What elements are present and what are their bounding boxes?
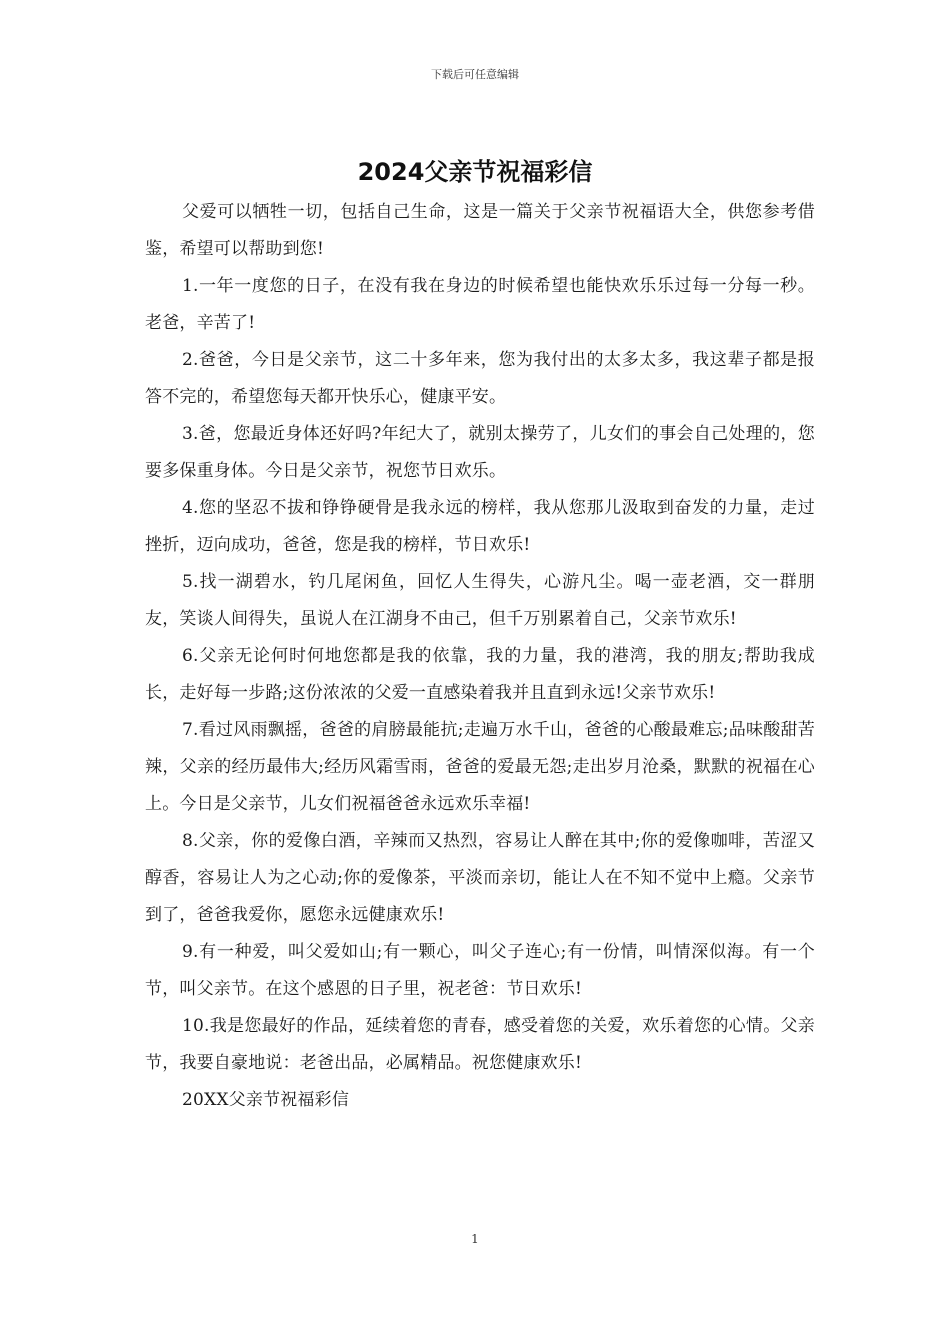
wish-item-5: 5.找一湖碧水，钓几尾闲鱼，回忆人生得失，心游凡尘。喝一壶老酒，交一群朋友，笑谈人间得失，虽说人在江湖身不由己，但千万别累着自己，父亲节欢乐!	[145, 572, 815, 629]
page-number: 1	[471, 1232, 479, 1246]
closing-line: 20XX父亲节祝福彩信	[182, 1090, 350, 1110]
intro-paragraph: 父爱可以牺牲一切，包括自己生命，这是一篇关于父亲节祝福语大全，供您参考借鉴，希望可以帮助到您!	[145, 202, 815, 259]
wish-item-9: 9.有一种爱，叫父爱如山;有一颗心，叫父子连心;有一份情，叫情深似海。有一个节，叫父亲节。在这个感恩的日子里，祝老爸：节日欢乐!	[145, 942, 815, 999]
page-header-note: 下载后可任意编辑	[431, 68, 519, 81]
wish-item-1: 1.一年一度您的日子，在没有我在身边的时候希望也能快欢乐乐过每一分每一秒。老爸，辛苦了!	[145, 276, 815, 333]
wish-item-3: 3.爸，您最近身体还好吗?年纪大了，就别太操劳了，儿女们的事会自己处理的，您要多保重身体。今日是父亲节，祝您节日欢乐。	[145, 424, 815, 481]
document-body	[145, 194, 815, 1119]
wish-item-6: 6.父亲无论何时何地您都是我的依靠，我的力量，我的港湾，我的朋友;帮助我成长，走好每一步路;这份浓浓的父爱一直感染着我并且直到永远!父亲节欢乐!	[145, 646, 815, 703]
wish-item-2: 2.爸爸，今日是父亲节，这二十多年来，您为我付出的太多太多，我这辈子都是报答不完的，希望您每天都开快乐心，健康平安。	[145, 350, 815, 407]
wish-item-10: 10.我是您最好的作品，延续着您的青春，感受着您的关爱，欢乐着您的心情。父亲节，我要自豪地说：老爸出品，必属精品。祝您健康欢乐!	[145, 1016, 815, 1073]
wish-item-7: 7.看过风雨飘摇，爸爸的肩膀最能抗;走遍万水千山，爸爸的心酸最难忘;品味酸甜苦辣，父亲的经历最伟大;经历风霜雪雨，爸爸的爱最无怨;走出岁月沧桑，默默的祝福在心上。今日是父亲节，儿女们祝福爸爸永远欢乐幸福!	[145, 720, 815, 814]
wish-item-4: 4.您的坚忍不拔和铮铮硬骨是我永远的榜样，我从您那儿汲取到奋发的力量，走过挫折，迈向成功，爸爸，您是我的榜样，节日欢乐!	[145, 498, 815, 555]
document-title: 2024父亲节祝福彩信	[357, 158, 593, 186]
wish-item-8: 8.父亲，你的爱像白酒，辛辣而又热烈，容易让人醉在其中;你的爱像咖啡，苦涩又醇香，容易让人为之心动;你的爱像茶，平淡而亲切，能让人在不知不觉中上瘾。父亲节到了，爸爸我爱你，愿您永远健康欢乐!	[145, 831, 815, 925]
